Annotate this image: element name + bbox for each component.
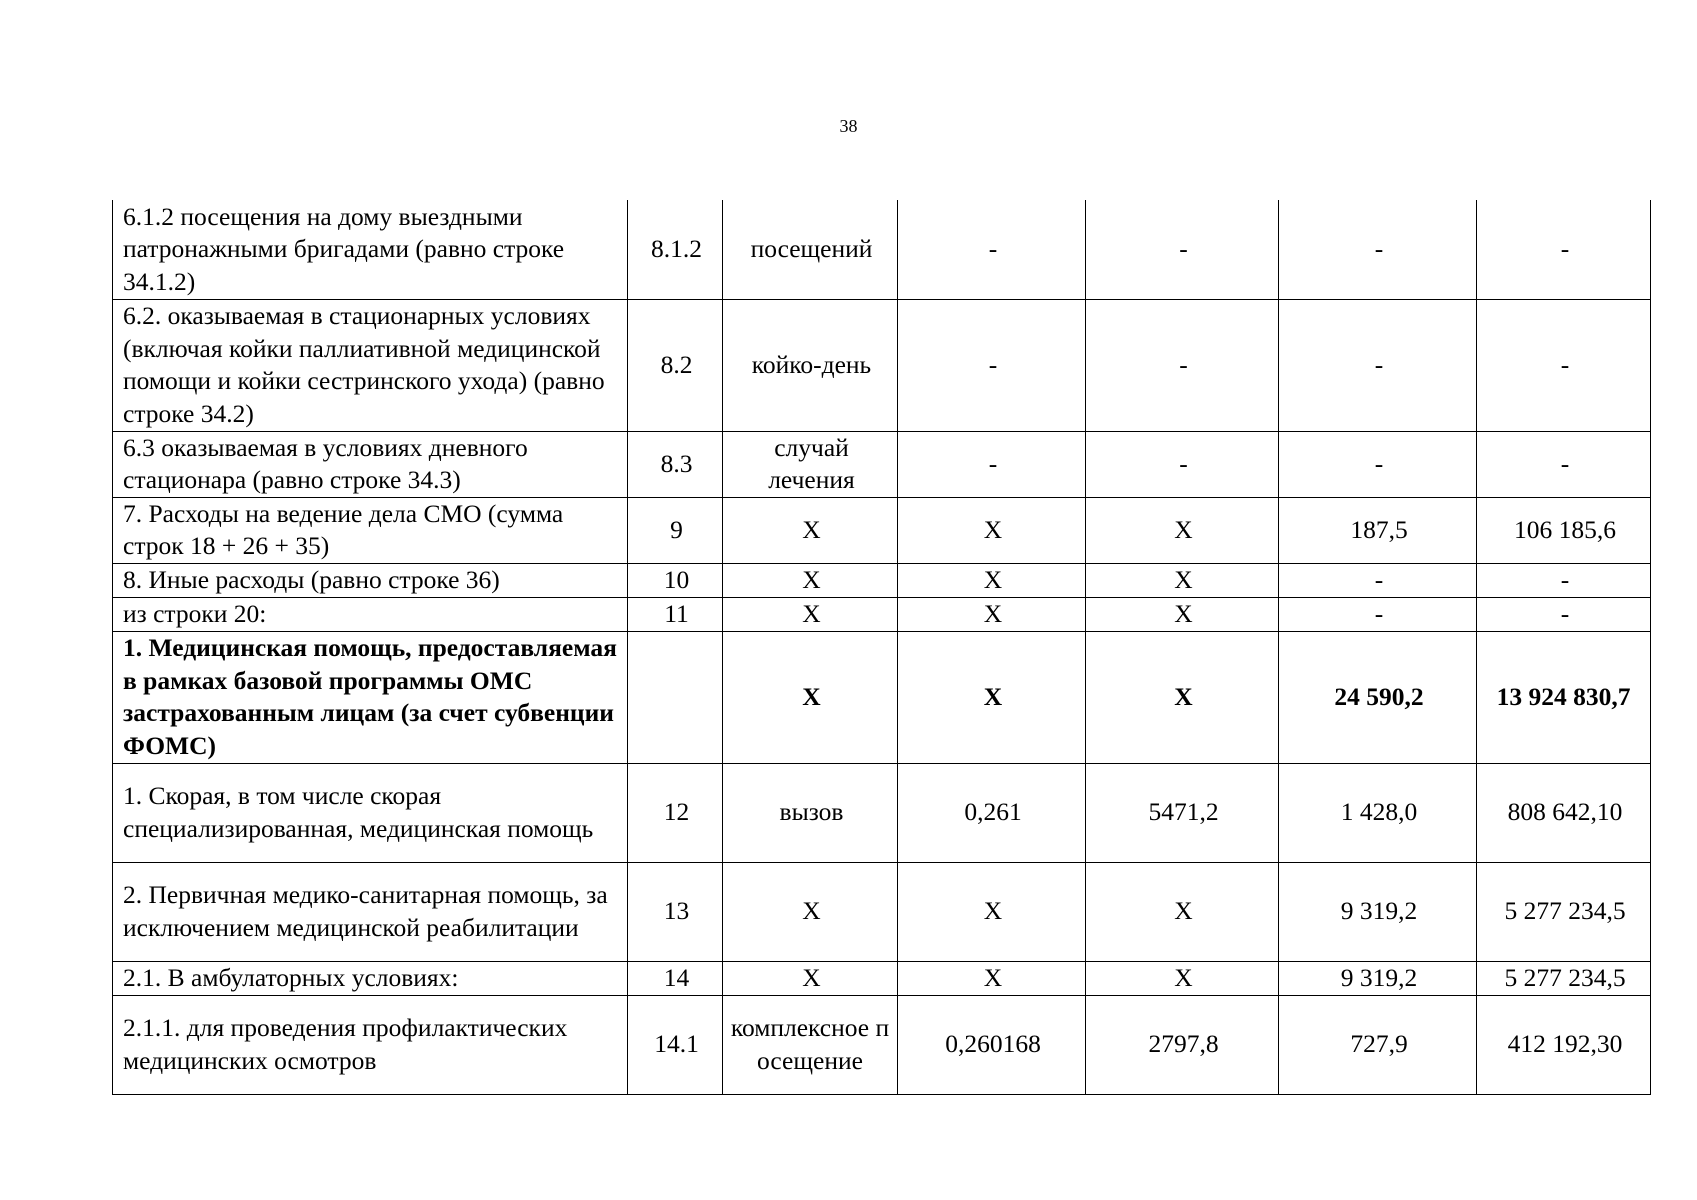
- row-code-cell: 14: [628, 961, 723, 995]
- row-unit-cell: X: [723, 563, 898, 597]
- row-unit-cell: X: [723, 597, 898, 631]
- row-code-cell: 8.1.2: [628, 200, 723, 299]
- row-value-cell: -: [898, 299, 1086, 431]
- row-value-cell: -: [1477, 299, 1651, 431]
- row-name-cell: 6.1.2 посещения на дому выездными патронажными бригадами (равно строке 34.1.2): [113, 200, 628, 299]
- row-value-cell: -: [1279, 563, 1477, 597]
- row-name-cell: 2. Первичная медико-санитарная помощь, за исключением медицинской реабилитации: [113, 862, 628, 961]
- row-code-cell: 8.3: [628, 431, 723, 497]
- table-row: [113, 431, 1651, 497]
- row-name-cell: 6.3 оказываемая в условиях дневного стационара (равно строке 34.3): [113, 431, 628, 497]
- row-unit-cell: комплексное посещение: [723, 995, 898, 1094]
- row-value-cell: X: [1086, 563, 1279, 597]
- row-value-cell: 9 319,2: [1279, 961, 1477, 995]
- row-value-cell: X: [898, 563, 1086, 597]
- row-value-cell: X: [898, 862, 1086, 961]
- table-row: [113, 497, 1651, 563]
- row-code-cell: 14.1: [628, 995, 723, 1094]
- table-body: [113, 200, 1651, 1094]
- row-unit-cell: X: [723, 961, 898, 995]
- row-unit-cell: X: [723, 497, 898, 563]
- row-code-cell: 12: [628, 763, 723, 862]
- row-code-cell: 8.2: [628, 299, 723, 431]
- row-value-cell: -: [1279, 200, 1477, 299]
- row-value-cell: X: [898, 631, 1086, 763]
- table-row: [113, 597, 1651, 631]
- row-name-cell: 1. Скорая, в том числе скорая специализированная, медицинская помощь: [113, 763, 628, 862]
- row-value-cell: -: [1279, 299, 1477, 431]
- row-value-cell: -: [1477, 200, 1651, 299]
- row-value-cell: 2797,8: [1086, 995, 1279, 1094]
- table-row: [113, 995, 1651, 1094]
- row-value-cell: 5 277 234,5: [1477, 862, 1651, 961]
- row-value-cell: -: [898, 431, 1086, 497]
- row-code-cell: 10: [628, 563, 723, 597]
- row-value-cell: 0,261: [898, 763, 1086, 862]
- row-name-cell: 6.2. оказываемая в стационарных условиях (включая койки паллиативной медицинской помощи и койки сестринского ухода) (равно строке 34.2): [113, 299, 628, 431]
- row-code-cell: [628, 631, 723, 763]
- table-row: [113, 862, 1651, 961]
- row-value-cell: 727,9: [1279, 995, 1477, 1094]
- row-value-cell: -: [1086, 431, 1279, 497]
- row-value-cell: -: [1279, 597, 1477, 631]
- table-row: [113, 299, 1651, 431]
- row-value-cell: -: [1086, 299, 1279, 431]
- row-value-cell: -: [1477, 597, 1651, 631]
- row-value-cell: 5471,2: [1086, 763, 1279, 862]
- row-code-cell: 9: [628, 497, 723, 563]
- row-value-cell: -: [1477, 563, 1651, 597]
- table-row: [113, 563, 1651, 597]
- row-name-cell: 7. Расходы на ведение дела СМО (сумма строк 18 + 26 + 35): [113, 497, 628, 563]
- row-name-cell: 2.1. В амбулаторных условиях:: [113, 961, 628, 995]
- row-code-cell: 13: [628, 862, 723, 961]
- row-value-cell: -: [898, 200, 1086, 299]
- row-value-cell: 106 185,6: [1477, 497, 1651, 563]
- row-code-cell: 11: [628, 597, 723, 631]
- row-value-cell: 9 319,2: [1279, 862, 1477, 961]
- row-value-cell: X: [898, 497, 1086, 563]
- row-value-cell: 24 590,2: [1279, 631, 1477, 763]
- row-unit-cell: койко-день: [723, 299, 898, 431]
- financing-table: [112, 200, 1651, 1095]
- row-value-cell: 5 277 234,5: [1477, 961, 1651, 995]
- table-row: [113, 961, 1651, 995]
- table-row: [113, 631, 1651, 763]
- row-value-cell: X: [898, 961, 1086, 995]
- table-row: [113, 200, 1651, 299]
- row-unit-cell: посещений: [723, 200, 898, 299]
- row-value-cell: 0,260168: [898, 995, 1086, 1094]
- row-value-cell: -: [1086, 200, 1279, 299]
- row-value-cell: 808 642,10: [1477, 763, 1651, 862]
- row-value-cell: X: [1086, 597, 1279, 631]
- row-unit-cell: X: [723, 862, 898, 961]
- page-number: 38: [839, 116, 858, 136]
- row-value-cell: 187,5: [1279, 497, 1477, 563]
- row-value-cell: X: [1086, 862, 1279, 961]
- row-value-cell: X: [1086, 631, 1279, 763]
- row-name-cell: 1. Медицинская помощь, предоставляемая в рамках базовой программы ОМС застрахованным лицам (за счет субвенции ФОМС): [113, 631, 628, 763]
- row-value-cell: -: [1477, 431, 1651, 497]
- row-value-cell: -: [1279, 431, 1477, 497]
- row-value-cell: 13 924 830,7: [1477, 631, 1651, 763]
- row-unit-cell: вызов: [723, 763, 898, 862]
- row-value-cell: 412 192,30: [1477, 995, 1651, 1094]
- row-value-cell: X: [1086, 961, 1279, 995]
- row-name-cell: 2.1.1. для проведения профилактических медицинских осмотров: [113, 995, 628, 1094]
- row-value-cell: 1 428,0: [1279, 763, 1477, 862]
- row-name-cell: 8. Иные расходы (равно строке 36): [113, 563, 628, 597]
- row-value-cell: X: [1086, 497, 1279, 563]
- row-name-cell: из строки 20:: [113, 597, 628, 631]
- table-row: [113, 763, 1651, 862]
- row-value-cell: X: [898, 597, 1086, 631]
- row-unit-cell: X: [723, 631, 898, 763]
- row-unit-cell: случай лечения: [723, 431, 898, 497]
